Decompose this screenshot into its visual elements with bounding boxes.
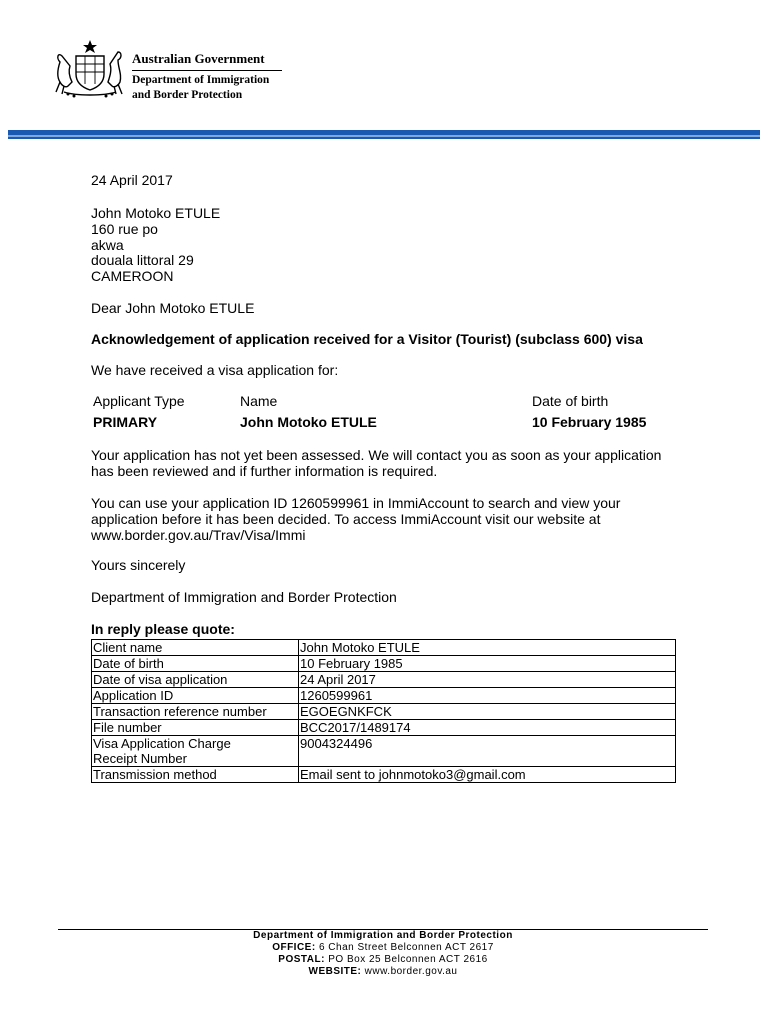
reply-quote-table bbox=[91, 639, 676, 783]
letter-subject: Acknowledgement of application received for a Visitor (Tourist) (subclass 600) visa bbox=[91, 331, 643, 347]
footer-office-address: 6 Chan Street Belconnen ACT 2617 bbox=[318, 942, 494, 953]
table-row bbox=[92, 720, 676, 736]
row-value: John Motoko ETULE bbox=[299, 640, 676, 656]
row-value: 24 April 2017 bbox=[299, 672, 676, 688]
row-label-line: Visa Application Charge bbox=[93, 736, 231, 751]
coat-of-arms-icon bbox=[52, 38, 128, 100]
table-row bbox=[92, 704, 676, 720]
applicant-dob-value: 10 February 1985 bbox=[532, 414, 647, 430]
row-label: Transaction reference number bbox=[92, 704, 299, 720]
row-value: 1260599961 bbox=[299, 688, 676, 704]
footer-website-url: www.border.gov.au bbox=[364, 966, 458, 977]
paragraph-line: has been reviewed and if further information is required. bbox=[91, 463, 438, 479]
row-value: Email sent to johnmotoko3@gmail.com bbox=[299, 767, 676, 783]
address-line: CAMEROON bbox=[91, 268, 174, 284]
row-label: Application ID bbox=[92, 688, 299, 704]
paragraph-line: You can use your application ID 1260599961 in ImmiAccount to search and view your bbox=[91, 495, 621, 511]
department-line-1: Department of Immigration bbox=[132, 74, 270, 86]
intro-text: We have received a visa application for: bbox=[91, 362, 339, 378]
row-label bbox=[92, 736, 299, 767]
header-bar bbox=[8, 130, 760, 139]
table-row bbox=[92, 767, 676, 783]
name-header: Name bbox=[240, 393, 278, 409]
letter-date: 24 April 2017 bbox=[91, 172, 173, 188]
footer-postal-address: PO Box 25 Belconnen ACT 2616 bbox=[328, 954, 488, 965]
address-line: douala littoral 29 bbox=[91, 252, 194, 268]
department-line-2: and Border Protection bbox=[132, 89, 243, 101]
table-row bbox=[92, 736, 676, 767]
government-title: Australian Government bbox=[132, 51, 265, 66]
row-value: BCC2017/1489174 bbox=[299, 720, 676, 736]
address-line: akwa bbox=[91, 237, 124, 253]
applicant-type-value: PRIMARY bbox=[93, 414, 158, 430]
reply-heading: In reply please quote: bbox=[91, 621, 235, 637]
footer-department: Department of Immigration and Border Protection bbox=[253, 930, 513, 941]
row-label: Client name bbox=[92, 640, 299, 656]
address-line: John Motoko ETULE bbox=[91, 205, 221, 221]
table-row bbox=[92, 656, 676, 672]
letterhead-rule bbox=[132, 70, 282, 71]
paragraph-line: Your application has not yet been assessed. We will contact you as soon as your application bbox=[91, 447, 662, 463]
closing: Yours sincerely bbox=[91, 557, 186, 573]
immiaccount-url: www.border.gov.au/Trav/Visa/Immi bbox=[91, 527, 306, 543]
applicant-type-header: Applicant Type bbox=[93, 393, 185, 409]
address-line: 160 rue po bbox=[91, 221, 158, 237]
row-label: Date of birth bbox=[92, 656, 299, 672]
date-of-birth-header: Date of birth bbox=[532, 393, 609, 409]
footer-website bbox=[58, 966, 708, 978]
row-label: Transmission method bbox=[92, 767, 299, 783]
row-value: EGOEGNKFCK bbox=[299, 704, 676, 720]
row-value: 9004324496 bbox=[299, 736, 676, 767]
footer-postal-label: POSTAL: bbox=[278, 954, 325, 965]
table-row bbox=[92, 672, 676, 688]
row-label: File number bbox=[92, 720, 299, 736]
footer-website-label: WEBSITE: bbox=[308, 966, 362, 977]
footer-office-label: OFFICE: bbox=[272, 942, 316, 953]
row-value: 10 February 1985 bbox=[299, 656, 676, 672]
table-row bbox=[92, 640, 676, 656]
applicant-name-value: John Motoko ETULE bbox=[240, 414, 377, 430]
row-label-line: Receipt Number bbox=[93, 751, 187, 766]
row-label: Date of visa application bbox=[92, 672, 299, 688]
table-row bbox=[92, 688, 676, 704]
footer-postal bbox=[58, 954, 708, 966]
footer-office bbox=[58, 942, 708, 954]
salutation: Dear John Motoko ETULE bbox=[91, 300, 255, 316]
signoff: Department of Immigration and Border Protection bbox=[91, 589, 397, 605]
department-name bbox=[132, 73, 269, 103]
paragraph-line: application before it has been decided. To access ImmiAccount visit our website at bbox=[91, 511, 601, 527]
